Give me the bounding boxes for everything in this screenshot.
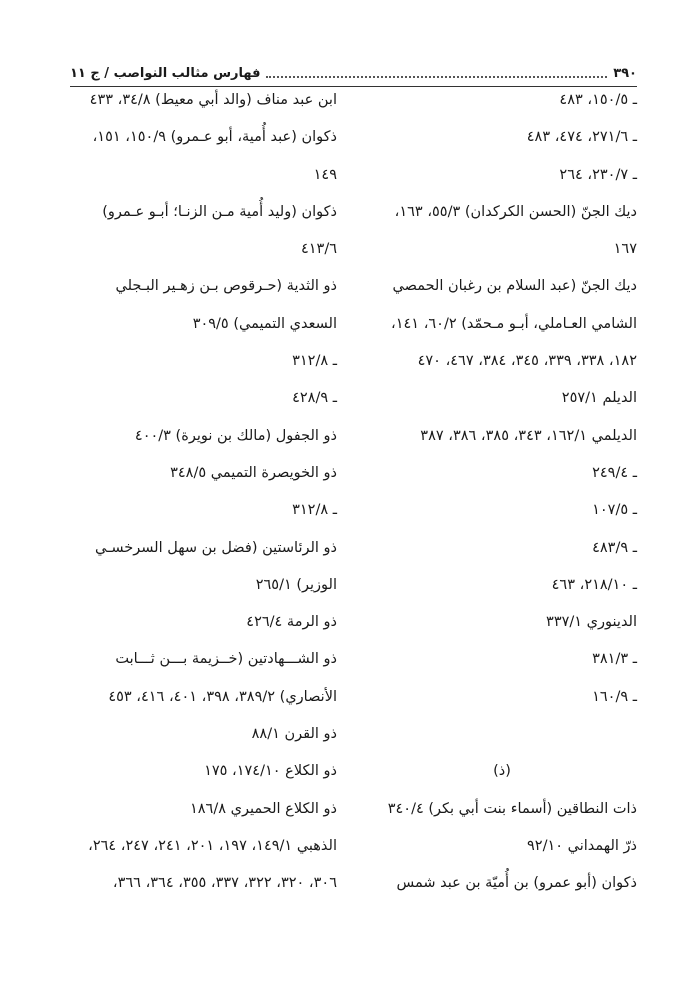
index-entry-line: ـ ٢٧١/٦، ٤٧٤، ٤٨٣ bbox=[526, 129, 637, 146]
index-entry-line: الذهبي ١٤٩/١، ١٩٧، ٢٠١، ٢٤١، ٢٤٧، ٢٦٤، bbox=[88, 837, 337, 854]
index-entry-line: ذات النطاقين (أسماء بنت أبي بكر) ٣٤٠/٤ bbox=[387, 800, 637, 817]
index-entry-line: الديلمي ١٦٢/١، ٣٤٣، ٣٨٥، ٣٨٦، ٣٨٧ bbox=[420, 427, 637, 444]
index-entry-line: ـ ١٥٠/٥، ٤٨٣ bbox=[559, 92, 637, 108]
index-entry-line: ٤١٣/٦ bbox=[300, 241, 337, 258]
index-entry-line: ذكوان (أبو عمرو) بن أُميّة بن عبد شمس bbox=[396, 875, 637, 892]
index-entry-line: السعدي التميمي) ٣٠٩/٥ bbox=[192, 315, 337, 332]
index-entry-line: ابن عبد مناف (والد أبي معيط) ٣٤/٨، ٤٣٣ bbox=[89, 92, 337, 108]
index-column-left bbox=[65, 82, 337, 903]
page-number: ٣٩٠ bbox=[613, 65, 637, 81]
index-entry-line: الأنصاري) ٣٨٩/٢، ٣٩٨، ٤٠١، ٤١٦، ٤٥٣ bbox=[108, 688, 337, 705]
index-entry-line: ٣٠٦، ٣٢٠، ٣٢٢، ٣٣٧، ٣٥٥، ٣٦٤، ٣٦٦، bbox=[112, 875, 337, 892]
index-entry-line: الديلم ٢٥٧/١ bbox=[561, 390, 637, 407]
index-entry-line: ذو الكلاع الحميري ١٨٦/٨ bbox=[189, 800, 337, 817]
index-entry-line: ذو الثدية (حـرقوص بـن زهـير البـجلي bbox=[115, 278, 337, 295]
index-entry-line: ١٦٧ bbox=[613, 241, 637, 258]
index-entry-line: الوزير) ٢٦٥/١ bbox=[255, 576, 337, 593]
index-entry-line: ذو الجفول (مالك بن نويرة) ٤٠٠/٣ bbox=[134, 427, 337, 444]
index-entry-line: ١٨٢، ٣٣٨، ٣٣٩، ٣٤٥، ٣٨٤، ٤٦٧، ٤٧٠ bbox=[417, 353, 637, 370]
index-entry-line: ـ ٤٢٨/٩ bbox=[292, 390, 337, 407]
index-entry-line: ـ ٤٨٣/٩ bbox=[592, 539, 637, 556]
index-entry-line: ذكوان (عبد أُمية، أبو عـمرو) ١٥٠/٩، ١٥١، bbox=[92, 129, 337, 146]
index-entry-line: ـ ٣٨١/٣ bbox=[592, 651, 637, 668]
index-entry-line: ذو الرئاستين (فضل بن سهل السرخسـي bbox=[95, 539, 337, 556]
index-entry-line: ـ ١٦٠/٩ bbox=[592, 688, 637, 705]
index-entry-line: ١٤٩ bbox=[313, 166, 337, 183]
index-entry-line: ذو الكلاع ١٧٤/١٠، ١٧٥ bbox=[204, 763, 337, 780]
header-title: فهارس مثالب النواصب / ج ١١ bbox=[70, 65, 261, 81]
section-letter-heading: (ذ) bbox=[493, 763, 511, 780]
index-entry-line: ـ ٢١٨/١٠، ٤٦٣ bbox=[551, 576, 637, 593]
index-entry-line: الشامي العـاملي، أبـو مـحمّد) ٦٠/٢، ١٤١، bbox=[391, 315, 637, 332]
index-entry-line: ذو القرن ٨٨/١ bbox=[251, 726, 337, 743]
index-entry-line bbox=[367, 716, 637, 753]
index-entry-line: ذو الرمة ٤٢٦/٤ bbox=[246, 614, 337, 631]
index-entry-line: ذكوان (وليد أُمية مـن الزنـا؛ أبـو عـمرو) bbox=[102, 203, 337, 220]
leader-dots bbox=[266, 68, 607, 78]
index-entry-line: ديك الجنّ (عبد السلام بن رغبان الحمصي bbox=[392, 278, 637, 295]
index-entry-line: ذو الخويصرة التميمي ٣٤٨/٥ bbox=[170, 464, 337, 481]
index-entry-line: ـ ٢٤٩/٤ bbox=[592, 464, 637, 481]
index-entry-line: ـ ١٠٧/٥ bbox=[592, 502, 637, 519]
index-entry-line: ذو الشـــهادتين (خــزيمة بـــن ثـــابت bbox=[115, 651, 337, 668]
running-header bbox=[70, 62, 637, 84]
index-entry-line: ذرّ الهمداني ٩٢/١٠ bbox=[527, 837, 637, 854]
index-entry-line: الدينوري ٣٣٧/١ bbox=[546, 614, 637, 631]
index-entry-line: ديك الجنّ (الحسن الكركدان) ٥٥/٣، ١٦٣، bbox=[394, 203, 637, 220]
index-entry-line: ـ ٢٣٠/٧، ٢٦٤ bbox=[559, 166, 637, 183]
index-entry-line: ـ ٣١٢/٨ bbox=[292, 502, 337, 519]
index-entry-line: ـ ٣١٢/٨ bbox=[292, 353, 337, 370]
index-column-right bbox=[367, 82, 637, 903]
